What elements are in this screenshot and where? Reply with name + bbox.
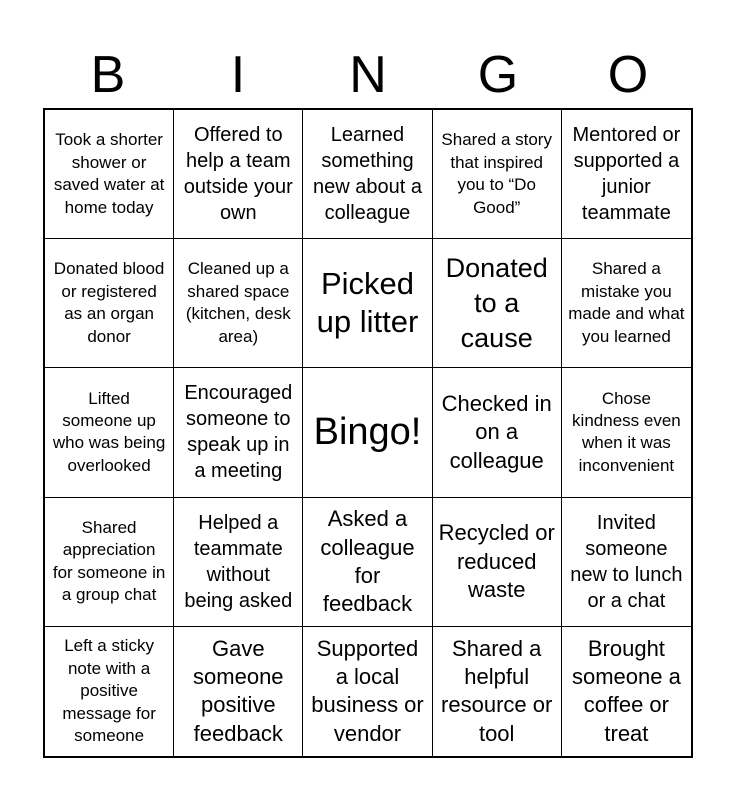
- bingo-grid: [43, 108, 693, 758]
- bingo-cell-2-0[interactable]: Lifted someone up who was being overlooked: [45, 368, 174, 497]
- bingo-cell-4-4[interactable]: Brought someone a coffee or treat: [571, 636, 681, 746]
- header-letter-b: B: [90, 46, 126, 104]
- bingo-cell-3-3[interactable]: Recycled or reduced waste: [433, 498, 562, 627]
- bingo-cell-4-0[interactable]: Left a sticky note with a positive message for someone: [45, 627, 174, 756]
- header-letter-i: I: [230, 46, 246, 104]
- bingo-cell-3-2[interactable]: Asked a colleague for feedback: [303, 498, 432, 627]
- bingo-cell-4-2[interactable]: Supported a local business or vendor: [303, 627, 432, 756]
- bingo-cell-1-3[interactable]: Donated to a cause: [433, 239, 562, 368]
- bingo-cell-3-1[interactable]: Helped a teammate without being asked: [174, 498, 303, 627]
- bingo-cell-1-0[interactable]: Donated blood or registered as an organ donor: [45, 239, 174, 368]
- bingo-cell-0-2[interactable]: Learned something new about a colleague: [303, 110, 432, 239]
- bingo-header: [43, 42, 693, 108]
- bingo-cell-1-1[interactable]: Cleaned up a shared space (kitchen, desk area): [174, 239, 303, 368]
- bingo-cell-2-3[interactable]: Checked in on a colleague: [433, 368, 562, 497]
- bingo-cell-0-0[interactable]: Took a shorter shower or saved water at home today: [45, 110, 174, 239]
- bingo-cell-0-4[interactable]: Mentored or supported a junior teammate: [562, 110, 691, 239]
- header-letter-n: N: [349, 46, 387, 104]
- bingo-cell-0-1[interactable]: Offered to help a team outside your own: [174, 110, 303, 239]
- bingo-cell-3-4[interactable]: Invited someone new to lunch or a chat: [562, 498, 691, 627]
- bingo-cell-3-0[interactable]: Shared appreciation for someone in a group chat: [45, 498, 174, 627]
- bingo-cell-1-4[interactable]: Shared a mistake you made and what you learned: [562, 239, 691, 368]
- bingo-cell-0-3[interactable]: Shared a story that inspired you to “Do Good”: [433, 110, 562, 239]
- header-letter-o: O: [607, 46, 649, 104]
- bingo-cell-4-3[interactable]: Shared a helpful resource or tool: [433, 627, 562, 756]
- bingo-cell-2-4[interactable]: Chose kindness even when it was inconvenient: [562, 368, 691, 497]
- bingo-cell-2-1[interactable]: Encouraged someone to speak up in a meeting: [174, 368, 303, 497]
- header-letter-g: G: [477, 46, 519, 104]
- free-space-cell[interactable]: Bingo!: [303, 368, 432, 497]
- bingo-cell-1-2[interactable]: Picked up litter: [303, 239, 432, 368]
- bingo-cell-4-1[interactable]: Gave someone positive feedback: [174, 627, 303, 756]
